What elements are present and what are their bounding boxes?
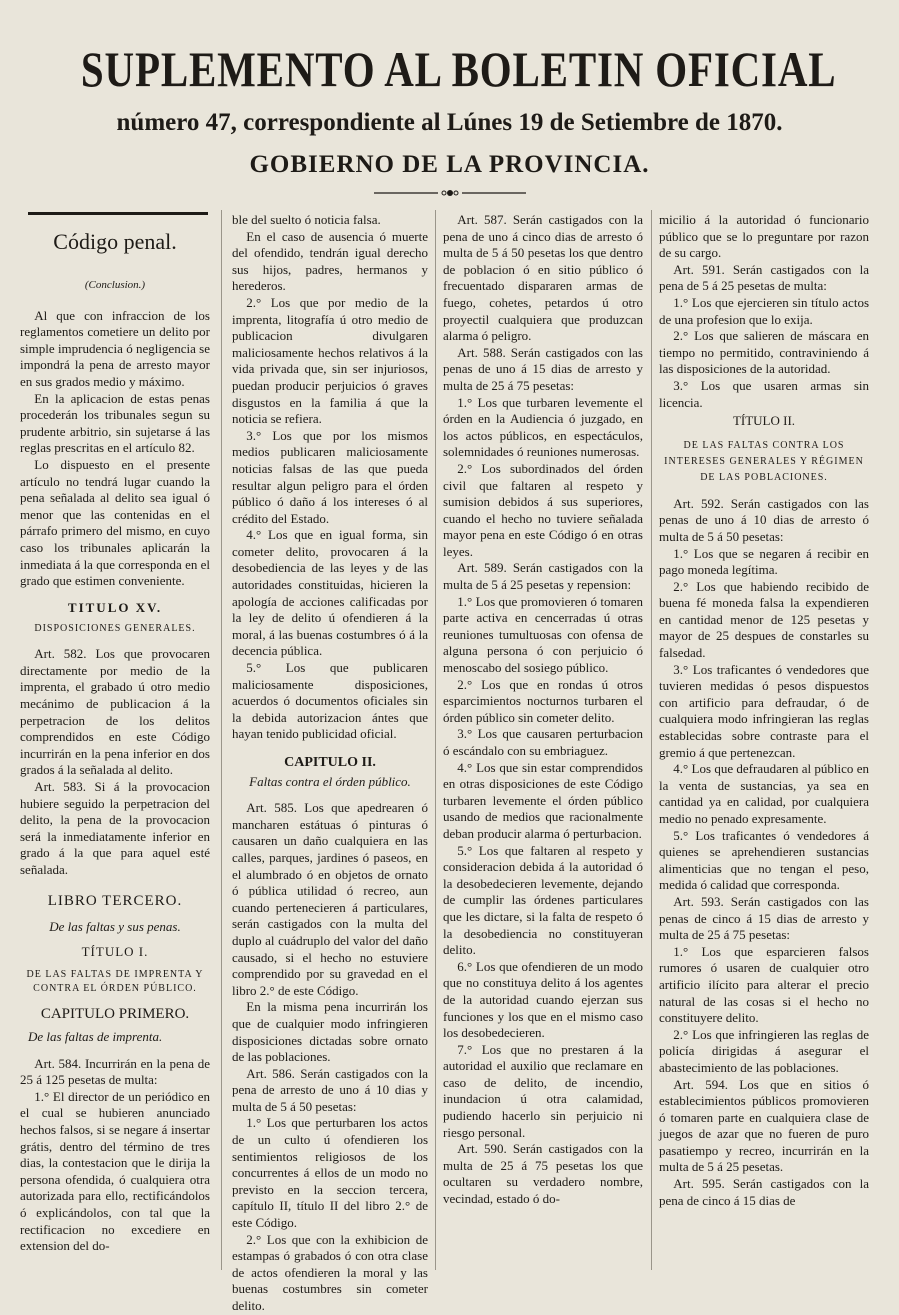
article-594: Art. 594. Los que en sitios ó establecimientos públicos promovieren ó tomaren parte en cualquiera clase de juegos de azar que no fueren de puro pasatiempo y recreo, incurrirán en la multa de 5 á 25 pesetas. — [659, 1076, 869, 1175]
paragraph: 4.° Los que en igual forma, sin cometer delito, provocaren á la desobediencia de las leyes y de las autoridades constituidas, hicieren la apología de acciones calificadas por la ley de delito ú ofendieren á la moral, á las buenas costumbres ó á la decencia pública. — [232, 527, 428, 659]
paragraph: 3.° Los que causaren perturbacion ó escándalo con su embriaguez. — [443, 726, 643, 758]
paragraph: 2.° Los subordinados del órden civil que faltaren al respeto y sumision debidos á sus superiores, cuando el hecho no tuviere señalada mayor pena en este Código ó en otras leyes. — [443, 460, 643, 559]
paragraph: 2.° Los que en rondas ú otros esparcimientos nocturnos turbaren el órden público sin cometer delito. — [443, 676, 643, 725]
paragraph: micilio á la autoridad ó funcionario público que se lo preguntare por razon de su cargo. — [659, 212, 869, 261]
chapter-subheading: Faltas contra el órden público. — [249, 773, 411, 789]
title-heading: TÍTULO II. — [732, 413, 796, 429]
title-heading: TITULO XV. — [67, 599, 163, 615]
paragraph: Al que con infraccion de los reglamentos cometiere un delito por simple imprudencia ó negligencia se impondrá la pena de arresto mayor en sus grados medio y máximo. — [20, 307, 210, 389]
paragraph: 1.° Los que promovieren ó tomaren parte activa en cencerradas ú otras reuniones tumultuosas con ofensa de alguna persona ó con perjuicio ó menoscabo del sosiego público. — [443, 593, 643, 676]
column-divider — [221, 210, 222, 1270]
article-589: Art. 589. Serán castigados con la multa de 5 á 25 pesetas y repension: — [443, 560, 643, 593]
paragraph: 4.° Los que defraudaren al público en la venta de sustancias, ya sea en cantidad ya en calidad, por cualquiera medio no penado expresamente. — [659, 761, 869, 826]
column-divider — [651, 210, 652, 1270]
paragraph: 1.° Los que esparcieren falsos rumores ó usaren de cualquier otro artificio ilícito para alterar el precio natural de las cosas si el hecho no constituyere delito. — [659, 943, 869, 1026]
column-4 — [659, 212, 869, 1272]
paragraph: En la misma pena incurrirán los que de cualquier modo infringieren disposiciones dictadas sobre ornato de las poblaciones. — [232, 999, 428, 1065]
paragraph: 6.° Los que ofendieren de un modo que no constituya delito á los agentes de la autoridad cuando ejerzan sus funciones y los que en el mismo caso los desobedecieren. — [443, 958, 643, 1041]
chapter-heading: CAPITULO PRIMERO. — [40, 1006, 190, 1023]
article-592: Art. 592. Serán castigados con las penas de uno á 10 dias de arresto ó multa de 5 á 50 pesetas: — [659, 495, 869, 544]
paragraph: Lo dispuesto en el presente artículo no tendrá lugar cuando la pena señalada al delito sea igual ó menor que las contenidas en el párrafo primero del mismo, en cuyo caso los tribunales aplicarán la inmediata á la que corresponda en el grado que estimen conveniente. — [20, 456, 210, 589]
paragraph: 1.° El director de un periódico en el cual se hubieren anunciado hechos falsos, si se negare á insertar grátis, dentro del término de tres dias, la contestacion que le dirija la persona ofendida, ó cualquiera otra autorizada para ello, rectificándolos ó explicándolos, con tal que la rectificacion no excediere en extension del do- — [20, 1088, 210, 1254]
conclusion-note: (Conclusion.) — [84, 279, 146, 291]
book-heading: LIBRO TERCERO. — [47, 892, 183, 909]
chapter-heading: CAPITULO II. — [284, 755, 376, 770]
article-591: Art. 591. Serán castigados con la pena de 5 á 25 pesetas de multa: — [659, 261, 869, 294]
paragraph: 3.° Los que por los mismos medios publicaren maliciosamente noticias falsas de las que pueda resultar algun peligro para el órden público ó daño á los intereses ó al crédito del Estado. — [232, 427, 428, 526]
paragraph: 5.° Los que faltaren al respeto y consideracion debida á la autoridad ó la desobedecieren levemente, dejando de cumplir las órdenes particulares que les dictare, si la falta de respeto ó la desobediencia no constituyeran delito. — [443, 842, 643, 958]
paragraph: 2.° Los que con la exhibicion de estampas ó grabados ó con otra clase de actos ofendieren la moral y las buenas costumbres sin cometer delito. — [232, 1231, 428, 1313]
masthead — [0, 0, 899, 202]
title-subheading: DE LAS FALTAS DE IMPRENTA Y CONTRA EL ÓRDEN PÚBLICO. — [26, 969, 204, 995]
article-588: Art. 588. Serán castigados con las penas de uno á 15 dias de arresto y multa de 25 á 75 pesetas: — [443, 344, 643, 393]
article-585: Art. 585. Los que apedrearen ó mancharen estátuas ó pinturas ó causaren un daño cualquiera en las calles, parques, jardines ó paseos, en el alumbrado ó en objetos de ornato ó pública utilidad ó recreo, aun cuando pertenecieren á particulares, serán castigados con la multa del duplo al cuádruplo del valor del daño causado, si el hecho no estuviere comprendido por su gravedad en el libro 2.° de este Código. — [232, 800, 428, 998]
publication-title: SUPLEMENTO AL BOLETIN OFICIAL — [80, 41, 837, 97]
paragraph: 5.° Los que publicaren maliciosamente disposiciones, acuerdos ó documentos oficiales sin la debida autorizacion ántes que hayan tenido publicidad oficial. — [232, 660, 428, 742]
paragraph: 4.° Los que sin estar comprendidos en otras disposiciones de este Código turbaren levemente el órden público usando de medios que racionalmente deban producir alarma ó perturbacion. — [443, 759, 643, 841]
paragraph: 3.° Los traficantes ó vendedores que tuvieren medidas ó pesos dispuestos con artificio para defraudar, ó de cualquiera modo infringieran las reglas establecidas sobre contraste para el gremio á que pertenezcan. — [659, 661, 869, 760]
article-595: Art. 595. Serán castigados con la pena de cinco á 15 dias de — [659, 1176, 869, 1208]
column-divider — [435, 210, 436, 1270]
book-subheading: De las faltas y sus penas. — [49, 919, 181, 935]
article-586: Art. 586. Serán castigados con la pena de arresto de uno á 10 dias y multa de 5 á 50 pesetas: — [232, 1065, 428, 1114]
article-593: Art. 593. Serán castigados con las penas de cinco á 15 dias de arresto y multa de 25 á 75 pesetas: — [659, 893, 869, 943]
title-heading: TÍTULO I. — [81, 943, 149, 959]
paragraph: En el caso de ausencia ó muerte del ofendido, tendrán igual derecho sus hijos, padres, hermanos y herederos. — [232, 228, 428, 294]
article-583: Art. 583. Si á la provocacion hubiere seguido la perpetracion del delito, la pena de la provocacion será la inmediatamente inferior en grado á la que para aquel esté señalada. — [20, 779, 210, 877]
paragraph: 1.° Los que se negaren á recibir en pago moneda legítima. — [659, 545, 869, 578]
paragraph: ble del suelto ó noticia falsa. — [232, 212, 381, 227]
heavy-rule — [28, 212, 208, 215]
paragraph: 3.° Los que usaren armas sin licencia. — [659, 377, 869, 410]
paragraph: 1.° Los que ejercieren sin título actos de una profesion que lo exija. — [659, 294, 869, 327]
title-subheading: DISPOSICIONES GENERALES. — [34, 623, 196, 635]
code-heading: Código penal. — [53, 229, 177, 254]
article-582: Art. 582. Los que provocaren directamente por medio de la imprenta, el grabado ú otro medio mecánimo de publicacion á la perpetracion de los delitos comprendidos en este Código incurrirán en la pena inferior en dos grados á la señalada al delito. — [20, 646, 210, 778]
article-590: Art. 590. Serán castigados con la multa de 25 á 75 pesetas los que ocultaren su verdadero nombre, vecindad, estado ó do- — [443, 1141, 643, 1207]
paragraph: 1.° Los que perturbaren los actos de un culto ú ofendieren los sentimientos religiosos de los concurrentes á ellos de un modo no previsto en la seccion tercera, capítulo II, título II del libro 2.° de este Código. — [232, 1115, 428, 1231]
paragraph: 7.° Los que no prestaren á la autoridad el auxilio que reclamare en caso de delito, de incendio, inundacion ú otra calamidad, pudiendo hacerlo sin perjuicio ni riesgo personal. — [443, 1041, 643, 1140]
paragraph: 1.° Los que turbaren levemente el órden en la Audiencia ó juzgado, en los actos públicos, en espectáculos, solemnidades ó reuniones numerosas. — [443, 394, 643, 460]
paragraph: 5.° Los traficantes ó vendedores á quienes se aprehendieren sustancias alimenticias que no tengan el peso, medida ó calidad que corresponda. — [659, 827, 869, 893]
title-subheading: DE LAS FALTAS CONTRA LOS INTERESES GENERALES Y RÉGIMEN DE LAS POBLACIONES. — [664, 439, 864, 483]
paragraph: En la aplicacion de estas penas procederán los tribunales segun su prudente arbitrio, sin sujetarse á las reglas prescritas en el artículo 82. — [20, 390, 210, 456]
column-2 — [232, 212, 428, 1313]
paragraph: 2.° Los que por medio de la imprenta, litografía ú otro medio de publicacion divulgaren maliciosamente hechos relativos á la vida privada que, sin ser injuriosos, puedan producir perjuicios ó graves disgustos en la familia á que la noticia se refiera. — [232, 294, 428, 427]
paragraph: 2.° Los que infringieren las reglas de policía dirigidas á asegurar el abastecimiento de las poblaciones. — [659, 1026, 869, 1075]
section-title: GOBIERNO DE LA PROVINCIA. — [249, 151, 650, 178]
ornament-rule — [370, 188, 530, 198]
column-3 — [443, 212, 643, 1272]
paragraph: 2.° Los que salieren de máscara en tiempo no permitido, contraviniendo á las disposiciones de la autoridad. — [659, 328, 869, 377]
article-587: Art. 587. Serán castigados con la pena de uno á cinco dias de arresto ó multa de 5 á 50 pesetas los que dentro de poblacion ó en sitio público ó frecuentado dispararen armas de fuego, cohetes, petardos ú otro proyectil cualquiera que produzcan alarma ó peligro. — [443, 212, 643, 344]
chapter-subheading: De las faltas de imprenta. — [28, 1028, 163, 1044]
article-584: Art. 584. Incurrirán en la pena de 25 á 125 pesetas de multa: — [20, 1055, 210, 1088]
column-1 — [20, 212, 210, 1272]
paragraph: 2.° Los que habiendo recibido de buena fé moneda falsa la expendieren en cantidad menor de 125 pesetas y mayor de 25 despues de constarles su falsedad. — [659, 578, 869, 661]
issue-line: número 47, correspondiente al Lúnes 19 de Setiembre de 1870. — [116, 109, 783, 136]
